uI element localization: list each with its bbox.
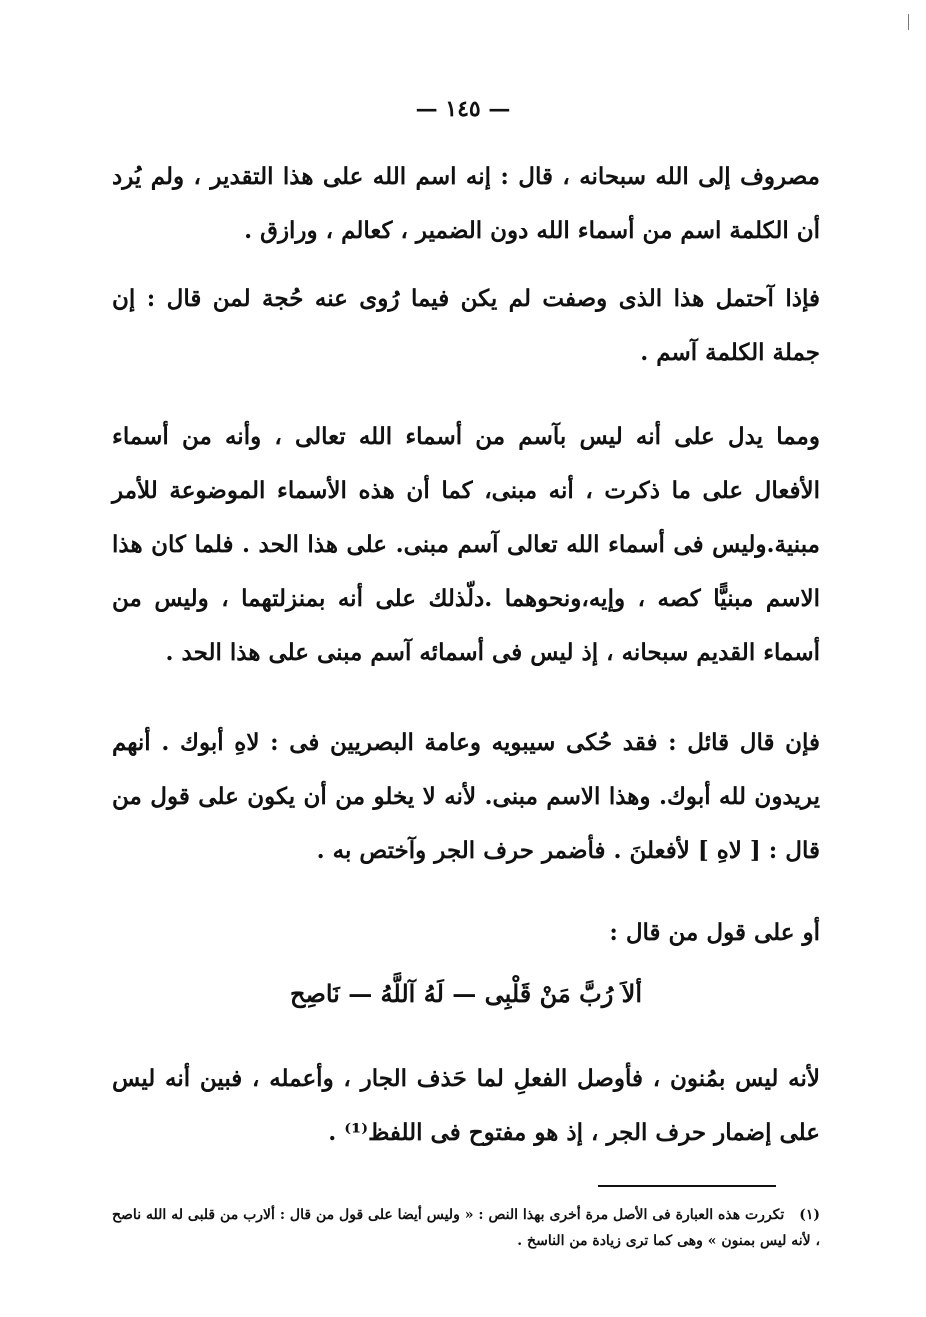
footnote-divider: [598, 1185, 776, 1187]
paragraph: فإذا آحتمل هذا الذى وصفت لم يكن فيما رُوى عنه حُجة لمن قال : إن جملة الكلمة آسم .: [112, 285, 820, 366]
poetry-verse: ألاَ رُبَّ مَنْ قَلْبِى — لَهُ آللَّهُ — نَاصِح: [289, 979, 642, 1008]
paragraph: لأنه ليس بمُنون ، فأوصل الفعلِ لما حَذف الجار ، وأعمله ، فبين أنه ليس على إضمار حرف الجر ، إذ هو مفتوح فى اللفظ⁽¹⁾ .: [112, 1065, 820, 1146]
paragraph: فإن قال قائل : فقد حُكى سيبويه وعامة البصريين فى : لاهِ أبوك . أنهم يريدون لله أبوك. وهذا الاسم مبنى. لأنه لا يخلو من أن يكون على قول من قال : [ لاهِ ] لأفعلنَ . فأضمر حرف الجر وآختص به .: [112, 729, 820, 864]
paragraph: أو على قول من قال :: [609, 919, 820, 946]
page-number: — ١٤٥ —: [415, 96, 511, 122]
paragraph: ومما يدل على أنه ليس بآسم من أسماء الله تعالى ، وأنه من أسماء الأفعال على ما ذكرت ، أنه مبنى، كما أن هذه الأسماء الموضوعة للأمر مبنية.وليس فى أسماء الله تعالى آسم مبنى. على هذا الحد . فلما كان هذا الاسم مبنيًّا كصه ، وإيه،ونحوهما .دلّذلك على أنه بمنزلتهما ، وليس من أسماء القديم سبحانه ، إذ ليس فى أسمائه آسم مبنى على هذا الحد .: [112, 423, 820, 666]
footnote-marker: (١): [799, 1207, 820, 1223]
footnote-text: تكررت هذه العبارة فى الأصل مرة أخرى بهذا النص : « وليس أيضا على قول من قال : ألارب من قلبى له الله ناصح ، لأنه ليس بمنون » وهى كما ترى زيادة من الناسخ .: [112, 1207, 820, 1249]
footnote: [112, 1202, 820, 1254]
paragraph: مصروف إلى الله سبحانه ، قال : إنه اسم الله على هذا التقدير ، ولم يُرد أن الكلمة اسم من أسماء الله دون الضمير ، كعالم ، ورازق .: [112, 163, 820, 244]
scan-margin-mark: [908, 14, 909, 30]
